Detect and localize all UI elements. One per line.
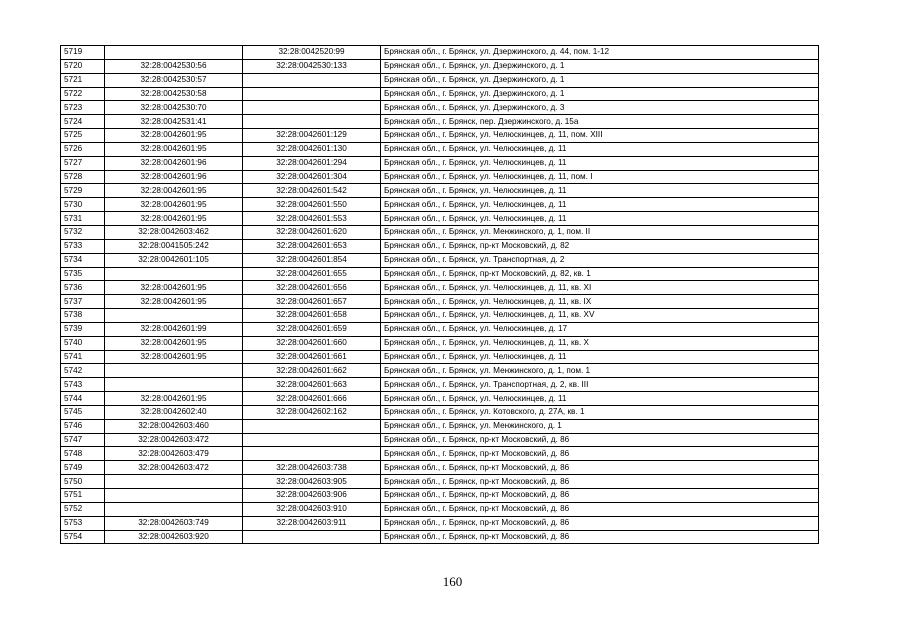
table-row <box>61 475 819 489</box>
cadastral-number-cell: 32:28:0042601:95 <box>105 350 243 364</box>
table-row <box>61 87 819 101</box>
row-number-cell: 5746 <box>61 419 105 433</box>
table-row <box>61 59 819 73</box>
row-number-cell: 5733 <box>61 239 105 253</box>
row-number-cell: 5750 <box>61 475 105 489</box>
row-number-cell: 5743 <box>61 378 105 392</box>
cadastral-number-cell: 32:28:0042531:41 <box>105 115 243 129</box>
object-cadastral-number-cell: 32:28:0042603:910 <box>243 502 381 516</box>
cadastral-number-cell: 32:28:0042601:96 <box>105 170 243 184</box>
address-cell: Брянская обл., г. Брянск, ул. Дзержинского, д. 44, пом. 1-12 <box>381 46 819 60</box>
cadastral-number-cell <box>105 46 243 60</box>
object-cadastral-number-cell: 32:28:0042601:659 <box>243 322 381 336</box>
object-cadastral-number-cell: 32:28:0042602:162 <box>243 405 381 419</box>
cadastral-number-cell: 32:28:0042601:105 <box>105 253 243 267</box>
table-row <box>61 419 819 433</box>
table-row <box>61 73 819 87</box>
address-cell: Брянская обл., г. Брянск, ул. Менжинского, д. 1 <box>381 419 819 433</box>
object-cadastral-number-cell: 32:28:0042601:620 <box>243 225 381 239</box>
address-cell: Брянская обл., г. Брянск, пр-кт Московский, д. 86 <box>381 489 819 503</box>
object-cadastral-number-cell: 32:28:0042601:656 <box>243 281 381 295</box>
cadastral-number-cell: 32:28:0042603:472 <box>105 461 243 475</box>
table-row <box>61 212 819 226</box>
row-number-cell: 5728 <box>61 170 105 184</box>
row-number-cell: 5753 <box>61 516 105 530</box>
row-number-cell: 5725 <box>61 129 105 143</box>
cadastral-number-cell: 32:28:0042603:479 <box>105 447 243 461</box>
address-cell: Брянская обл., г. Брянск, пр-кт Московский, д. 86 <box>381 502 819 516</box>
cadastral-number-cell <box>105 475 243 489</box>
address-cell: Брянская обл., г. Брянск, ул. Дзержинского, д. 1 <box>381 59 819 73</box>
object-cadastral-number-cell: 32:28:0042530:133 <box>243 59 381 73</box>
cadastral-number-cell: 32:28:0042603:460 <box>105 419 243 433</box>
object-cadastral-number-cell <box>243 447 381 461</box>
table-row <box>61 530 819 544</box>
table-row <box>61 309 819 323</box>
address-cell: Брянская обл., г. Брянск, ул. Транспортная, д. 2 <box>381 253 819 267</box>
address-cell: Брянская обл., г. Брянск, ул. Челюскинцев, д. 11 <box>381 156 819 170</box>
row-number-cell: 5730 <box>61 198 105 212</box>
object-cadastral-number-cell: 32:28:0042603:906 <box>243 489 381 503</box>
table-row <box>61 253 819 267</box>
object-cadastral-number-cell <box>243 115 381 129</box>
row-number-cell: 5738 <box>61 309 105 323</box>
object-cadastral-number-cell: 32:28:0042601:662 <box>243 364 381 378</box>
cadastral-number-cell <box>105 309 243 323</box>
object-cadastral-number-cell: 32:28:0042601:553 <box>243 212 381 226</box>
object-cadastral-number-cell: 32:28:0042601:550 <box>243 198 381 212</box>
cadastral-number-cell: 32:28:0042601:95 <box>105 142 243 156</box>
cadastral-number-cell: 32:28:0042601:95 <box>105 392 243 406</box>
table-row <box>61 115 819 129</box>
object-cadastral-number-cell: 32:28:0042603:738 <box>243 461 381 475</box>
cadastral-number-cell: 32:28:0041505:242 <box>105 239 243 253</box>
object-cadastral-number-cell: 32:28:0042601:657 <box>243 295 381 309</box>
table-row <box>61 364 819 378</box>
cadastral-number-cell: 32:28:0042530:70 <box>105 101 243 115</box>
registry-table-body <box>61 46 819 544</box>
page-number: 160 <box>442 574 463 589</box>
object-cadastral-number-cell: 32:28:0042601:542 <box>243 184 381 198</box>
address-cell: Брянская обл., г. Брянск, ул. Челюскинцев, д. 11 <box>381 212 819 226</box>
object-cadastral-number-cell: 32:28:0042601:666 <box>243 392 381 406</box>
cadastral-number-cell <box>105 267 243 281</box>
cadastral-number-cell: 32:28:0042603:462 <box>105 225 243 239</box>
cadastral-number-cell: 32:28:0042530:56 <box>105 59 243 73</box>
object-cadastral-number-cell: 32:28:0042603:911 <box>243 516 381 530</box>
row-number-cell: 5754 <box>61 530 105 544</box>
address-cell: Брянская обл., г. Брянск, ул. Челюскинцев, д. 11, кв. XV <box>381 309 819 323</box>
table-row <box>61 392 819 406</box>
address-cell: Брянская обл., г. Брянск, пр-кт Московский, д. 82 <box>381 239 819 253</box>
object-cadastral-number-cell: 32:28:0042601:130 <box>243 142 381 156</box>
address-cell: Брянская обл., г. Брянск, пр-кт Московский, д. 86 <box>381 461 819 475</box>
registry-table <box>60 45 819 544</box>
row-number-cell: 5748 <box>61 447 105 461</box>
cadastral-number-cell: 32:28:0042603:472 <box>105 433 243 447</box>
object-cadastral-number-cell <box>243 101 381 115</box>
address-cell: Брянская обл., г. Брянск, ул. Челюскинцев, д. 17 <box>381 322 819 336</box>
cadastral-number-cell: 32:28:0042603:749 <box>105 516 243 530</box>
table-row <box>61 184 819 198</box>
address-cell: Брянская обл., г. Брянск, ул. Челюскинцев, д. 11 <box>381 350 819 364</box>
row-number-cell: 5727 <box>61 156 105 170</box>
table-row <box>61 281 819 295</box>
table-row <box>61 447 819 461</box>
address-cell: Брянская обл., г. Брянск, ул. Челюскинцев, д. 11 <box>381 198 819 212</box>
row-number-cell: 5721 <box>61 73 105 87</box>
table-row <box>61 295 819 309</box>
cadastral-number-cell: 32:28:0042601:95 <box>105 212 243 226</box>
cadastral-number-cell: 32:28:0042601:95 <box>105 184 243 198</box>
object-cadastral-number-cell <box>243 433 381 447</box>
address-cell: Брянская обл., г. Брянск, ул. Дзержинского, д. 1 <box>381 87 819 101</box>
table-row <box>61 405 819 419</box>
cadastral-number-cell: 32:28:0042603:920 <box>105 530 243 544</box>
address-cell: Брянская обл., г. Брянск, ул. Челюскинцев, д. 11, кв. X <box>381 336 819 350</box>
table-row <box>61 461 819 475</box>
row-number-cell: 5719 <box>61 46 105 60</box>
table-row <box>61 239 819 253</box>
address-cell: Брянская обл., г. Брянск, ул. Челюскинцев, д. 11, пом. I <box>381 170 819 184</box>
cadastral-number-cell: 32:28:0042602:40 <box>105 405 243 419</box>
table-row <box>61 142 819 156</box>
address-cell: Брянская обл., г. Брянск, ул. Менжинского, д. 1, пом. 1 <box>381 364 819 378</box>
cadastral-number-cell: 32:28:0042530:58 <box>105 87 243 101</box>
object-cadastral-number-cell <box>243 87 381 101</box>
address-cell: Брянская обл., г. Брянск, пр-кт Московский, д. 86 <box>381 447 819 461</box>
cadastral-number-cell <box>105 502 243 516</box>
object-cadastral-number-cell: 32:28:0042601:854 <box>243 253 381 267</box>
address-cell: Брянская обл., г. Брянск, ул. Дзержинского, д. 3 <box>381 101 819 115</box>
table-row <box>61 336 819 350</box>
address-cell: Брянская обл., г. Брянск, ул. Челюскинцев, д. 11 <box>381 142 819 156</box>
object-cadastral-number-cell <box>243 530 381 544</box>
object-cadastral-number-cell: 32:28:0042603:905 <box>243 475 381 489</box>
table-row <box>61 489 819 503</box>
cadastral-number-cell: 32:28:0042601:95 <box>105 129 243 143</box>
address-cell: Брянская обл., г. Брянск, пр-кт Московский, д. 86 <box>381 433 819 447</box>
row-number-cell: 5749 <box>61 461 105 475</box>
table-row <box>61 433 819 447</box>
object-cadastral-number-cell: 32:28:0042601:658 <box>243 309 381 323</box>
cadastral-number-cell: 32:28:0042601:95 <box>105 281 243 295</box>
row-number-cell: 5736 <box>61 281 105 295</box>
row-number-cell: 5729 <box>61 184 105 198</box>
address-cell: Брянская обл., г. Брянск, ул. Транспортная, д. 2, кв. III <box>381 378 819 392</box>
table-row <box>61 378 819 392</box>
row-number-cell: 5723 <box>61 101 105 115</box>
cadastral-number-cell: 32:28:0042530:57 <box>105 73 243 87</box>
cadastral-number-cell: 32:28:0042601:95 <box>105 198 243 212</box>
cadastral-number-cell: 32:28:0042601:95 <box>105 336 243 350</box>
address-cell: Брянская обл., г. Брянск, ул. Челюскинцев, д. 11, пом. XIII <box>381 129 819 143</box>
address-cell: Брянская обл., г. Брянск, пр-кт Московский, д. 86 <box>381 475 819 489</box>
address-cell: Брянская обл., г. Брянск, ул. Челюскинцев, д. 11, кв. XI <box>381 281 819 295</box>
address-cell: Брянская обл., г. Брянск, пер. Дзержинского, д. 15а <box>381 115 819 129</box>
table-row <box>61 322 819 336</box>
table-row <box>61 350 819 364</box>
row-number-cell: 5735 <box>61 267 105 281</box>
table-row <box>61 502 819 516</box>
table-row <box>61 101 819 115</box>
address-cell: Брянская обл., г. Брянск, ул. Менжинского, д. 1, пом. II <box>381 225 819 239</box>
address-cell: Брянская обл., г. Брянск, ул. Челюскинцев, д. 11, кв. IX <box>381 295 819 309</box>
row-number-cell: 5734 <box>61 253 105 267</box>
object-cadastral-number-cell: 32:28:0042520:99 <box>243 46 381 60</box>
row-number-cell: 5745 <box>61 405 105 419</box>
table-row <box>61 129 819 143</box>
object-cadastral-number-cell: 32:28:0042601:129 <box>243 129 381 143</box>
address-cell: Брянская обл., г. Брянск, ул. Котовского, д. 27А, кв. 1 <box>381 405 819 419</box>
object-cadastral-number-cell: 32:28:0042601:653 <box>243 239 381 253</box>
row-number-cell: 5742 <box>61 364 105 378</box>
row-number-cell: 5726 <box>61 142 105 156</box>
object-cadastral-number-cell: 32:28:0042601:663 <box>243 378 381 392</box>
table-row <box>61 225 819 239</box>
address-cell: Брянская обл., г. Брянск, ул. Дзержинского, д. 1 <box>381 73 819 87</box>
cadastral-number-cell <box>105 364 243 378</box>
row-number-cell: 5740 <box>61 336 105 350</box>
object-cadastral-number-cell: 32:28:0042601:294 <box>243 156 381 170</box>
cadastral-number-cell <box>105 378 243 392</box>
row-number-cell: 5739 <box>61 322 105 336</box>
row-number-cell: 5737 <box>61 295 105 309</box>
cadastral-number-cell: 32:28:0042601:96 <box>105 156 243 170</box>
row-number-cell: 5744 <box>61 392 105 406</box>
address-cell: Брянская обл., г. Брянск, пр-кт Московский, д. 86 <box>381 516 819 530</box>
cadastral-number-cell: 32:28:0042601:95 <box>105 295 243 309</box>
row-number-cell: 5731 <box>61 212 105 226</box>
row-number-cell: 5747 <box>61 433 105 447</box>
object-cadastral-number-cell: 32:28:0042601:304 <box>243 170 381 184</box>
address-cell: Брянская обл., г. Брянск, ул. Челюскинцев, д. 11 <box>381 392 819 406</box>
row-number-cell: 5722 <box>61 87 105 101</box>
row-number-cell: 5741 <box>61 350 105 364</box>
address-cell: Брянская обл., г. Брянск, пр-кт Московский, д. 86 <box>381 530 819 544</box>
object-cadastral-number-cell <box>243 73 381 87</box>
row-number-cell: 5751 <box>61 489 105 503</box>
row-number-cell: 5752 <box>61 502 105 516</box>
object-cadastral-number-cell: 32:28:0042601:661 <box>243 350 381 364</box>
cadastral-number-cell: 32:28:0042601:99 <box>105 322 243 336</box>
table-row <box>61 156 819 170</box>
table-row <box>61 198 819 212</box>
address-cell: Брянская обл., г. Брянск, ул. Челюскинцев, д. 11 <box>381 184 819 198</box>
object-cadastral-number-cell: 32:28:0042601:655 <box>243 267 381 281</box>
object-cadastral-number-cell: 32:28:0042601:660 <box>243 336 381 350</box>
table-row <box>61 46 819 60</box>
object-cadastral-number-cell <box>243 419 381 433</box>
table-row <box>61 267 819 281</box>
address-cell: Брянская обл., г. Брянск, пр-кт Московский, д. 82, кв. 1 <box>381 267 819 281</box>
row-number-cell: 5724 <box>61 115 105 129</box>
cadastral-number-cell <box>105 489 243 503</box>
row-number-cell: 5732 <box>61 225 105 239</box>
row-number-cell: 5720 <box>61 59 105 73</box>
table-row <box>61 516 819 530</box>
table-row <box>61 170 819 184</box>
